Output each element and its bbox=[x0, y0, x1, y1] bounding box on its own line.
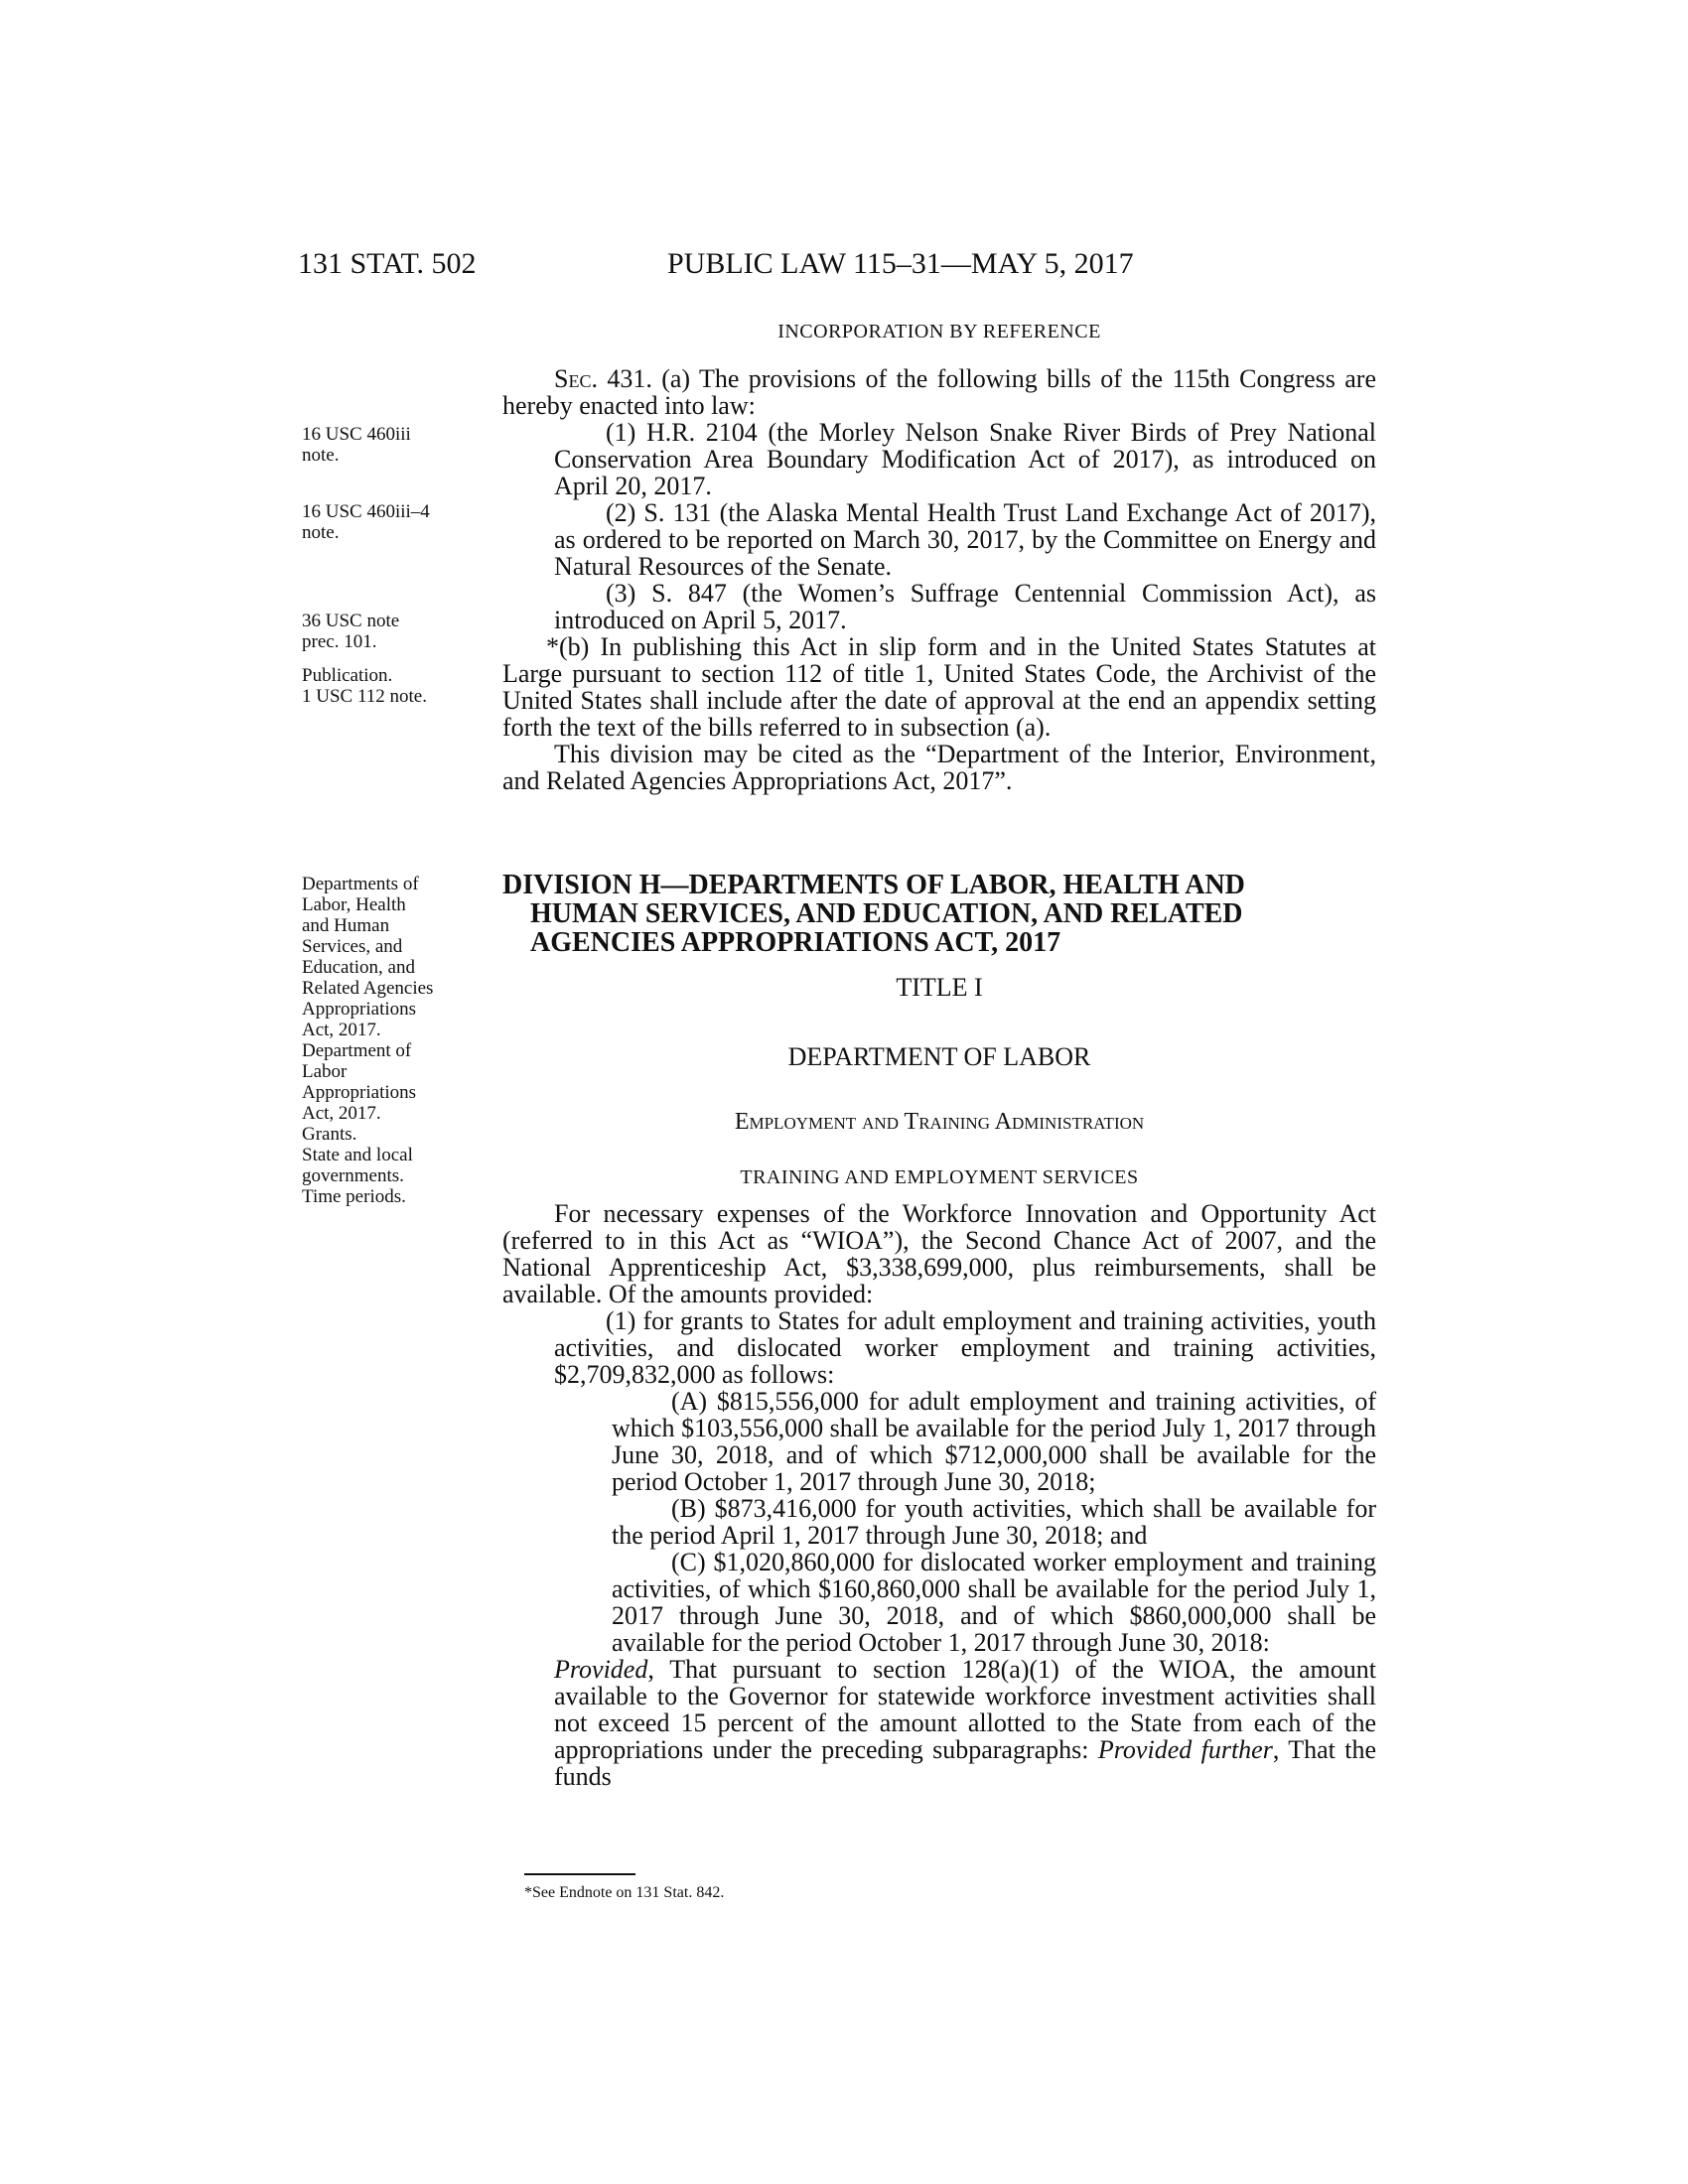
services-heading: TRAINING AND EMPLOYMENT SERVICES bbox=[740, 1166, 1139, 1188]
section-431-intro bbox=[502, 365, 1376, 419]
item-3: (3) S. 847 (the Women’s Suffrage Centennial Commission Act), as introduced on April 5, 2017. bbox=[554, 579, 1376, 634]
subparagraph-a: (A) $815,556,000 for adult employment and training activities, of which $103,556,000 shall be available for the period July 1, 2017 through June 30, 2018, and of which $712,000,000 shall be available for the period October 1, 2017 through June 30, 2018; bbox=[612, 1387, 1376, 1496]
margin-note-4: Publication. 1 USC 112 note. bbox=[302, 665, 427, 707]
division-heading: DIVISION H—DEPARTMENTS OF LABOR, HEALTH AND HUMAN SERVICES, AND EDUCATION, AND RELATED AGENCIES APPROPRIATIONS ACT, 2017 bbox=[502, 870, 1245, 958]
paragraph-1: (1) for grants to States for adult employment and training activities, youth activities, and dislocated worker employment and training activities, $2,709,832,000 as follows: bbox=[554, 1306, 1376, 1389]
appropriations-body bbox=[502, 1200, 1376, 1790]
sec-label: Sec. bbox=[554, 364, 598, 393]
incorporation-heading: INCORPORATION BY REFERENCE bbox=[777, 321, 1101, 342]
margin-note-3: 36 USC note prec. 101. bbox=[302, 611, 400, 652]
margin-note-2: 16 USC 460iii–4 note. bbox=[302, 501, 430, 543]
title-heading: TITLE I bbox=[896, 973, 983, 1002]
subparagraph-c: (C) $1,020,860,000 for dislocated worker employment and training activities, of which $160,860,000 shall be available for the period July 1, 2017 through June 30, 2018, and of which $860,000,000 shall be available for the period October 1, 2017 through June 30, 2018: bbox=[612, 1548, 1376, 1657]
subparagraph-b: (B) $873,416,000 for youth activities, which shall be available for the period April 1, 2017 through June 30, 2018; and bbox=[612, 1494, 1376, 1550]
incorporation-section bbox=[502, 365, 1376, 794]
footnote-rule bbox=[524, 1873, 635, 1875]
body-intro: For necessary expenses of the Workforce Innovation and Opportunity Act (referred to in this Act as “WIOA”), the Second Chance Act of 2007, and the National Apprenticeship Act, $3,338,699,000, plus reimbursements, shall be available. Of the amounts provided: bbox=[502, 1199, 1376, 1308]
margin-note-5: Departments of Labor, Health and Human Services, and Education, and Related Agencies Appropriations Act, 2017. Department of Labor Appropriations Act, 2017. Grants. State and local governments. Time periods. bbox=[302, 874, 434, 1207]
sec-intro-text: 431. (a) The provisions of the following bills of the 115th Congress are hereby enacted into law: bbox=[502, 364, 1376, 420]
division-citation: This division may be cited as the “Department of the Interior, Environment, and Related Agencies Appropriations Act, 2017”. bbox=[502, 740, 1376, 795]
page-law-title: PUBLIC LAW 115–31—MAY 5, 2017 bbox=[667, 247, 1134, 280]
proviso: Provided, That pursuant to section 128(a)(1) of the WIOA, the amount available to the Governor for statewide workforce investment activities shall not exceed 15 percent of the amount allotted to the State from each of the appropriations under the preceding subparagraphs: Provided further, That the funds bbox=[554, 1655, 1377, 1791]
margin-note-1: 16 USC 460iii note. bbox=[302, 424, 411, 466]
item-1: (1) H.R. 2104 (the Morley Nelson Snake River Birds of Prey National Conservation Area Boundary Modification Act of 2017), as introduced on April 20, 2017. bbox=[554, 418, 1376, 500]
administration-heading: Employment and Training Administration bbox=[734, 1109, 1145, 1135]
department-heading: DEPARTMENT OF LABOR bbox=[787, 1042, 1091, 1071]
footnote: *See Endnote on 131 Stat. 842. bbox=[524, 1884, 725, 1901]
item-2: (2) S. 131 (the Alaska Mental Health Trust Land Exchange Act of 2017), as ordered to be reported on March 30, 2017, by the Committee on Energy and Natural Resources of the Senate. bbox=[554, 498, 1376, 581]
subsection-b: *(b) In publishing this Act in slip form and in the United States Statutes at Large pursuant to section 112 of title 1, United States Code, the Archivist of the United States shall include after the date of approval at the end an appendix setting forth the text of the bills referred to in subsection (a). bbox=[502, 632, 1376, 742]
page-stat-reference: 131 STAT. 502 bbox=[298, 247, 477, 280]
